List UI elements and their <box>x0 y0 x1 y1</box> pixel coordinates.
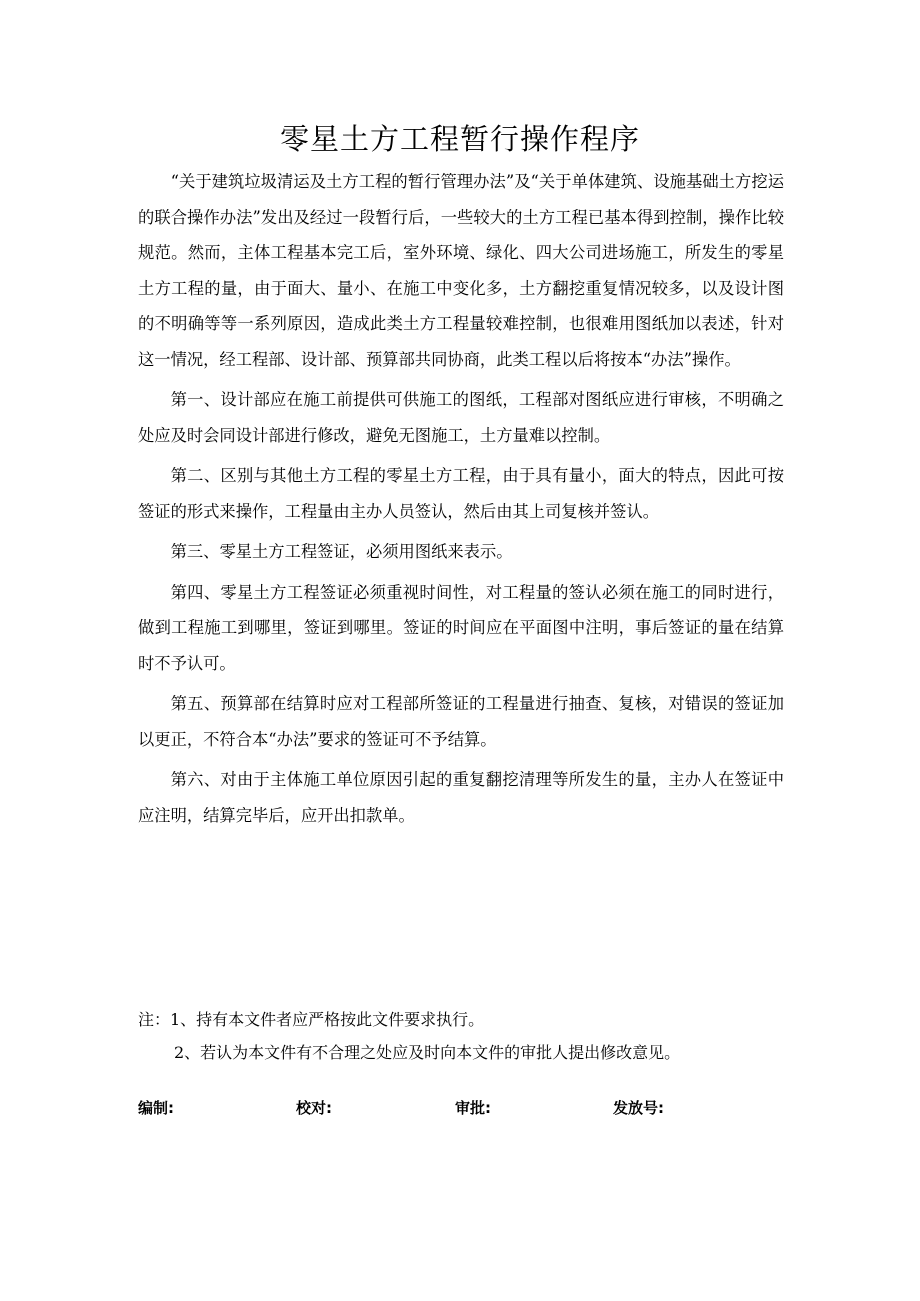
checked-by-label: 校对: <box>296 1099 332 1117</box>
intro-paragraph: “关于建筑垃圾清运及土方工程的暂行管理办法”及“关于单体建筑、设施基础土方挖运的联合操作办法”发出及经过一段暂行后，一些较大的土方工程已基本得到控制，操作比较规范。然而，主体工程基本完工后，室外环境、绿化、四大公司进场施工，所发生的零星土方工程的量，由于面大、量小、在施工中变化多，土方翻挖重复情况较多，以及设计图的不明确等等一系列原因，造成此类土方工程量较难控制，也很难用图纸加以表述，针对这一情况，经工程部、设计部、预算部共同协商，此类工程以后将按本“办法”操作。 <box>138 172 784 369</box>
clause-4-paragraph: 第四、零星土方工程签证必须重视时间性，对工程量的签认必须在施工的同时进行，做到工程施工到哪里，签证到哪里。签证的时间应在平面图中注明，事后签证的量在结算时不予认可。 <box>138 582 784 673</box>
clause-1-paragraph: 第一、设计部应在施工前提供可供施工的图纸，工程部对图纸应进行审核，不明确之处应及时会同设计部进行修改，避免无图施工，土方量难以控制。 <box>138 390 784 445</box>
notes-section <box>138 1003 784 1069</box>
document-body <box>138 164 784 838</box>
clause-3-paragraph: 第三、零星土方工程签证，必须用图纸来表示。 <box>170 542 513 561</box>
approved-by-label: 审批: <box>455 1099 491 1117</box>
document-title: 零星土方工程暂行操作程序 <box>279 122 640 156</box>
issue-number-label: 发放号: <box>613 1099 664 1117</box>
clause-5-paragraph: 第五、预算部在结算时应对工程部所签证的工程量进行抽查、复核，对错误的签证加以更正，不符合本“办法”要求的签证可不予结算。 <box>138 694 784 749</box>
clause-2-paragraph: 第二、区别与其他土方工程的零星土方工程，由于具有量小，面大的特点，因此可按签证的形式来操作，工程量由主办人员签认，然后由其上司复核并签认。 <box>138 466 784 521</box>
note-2: 2、若认为本文件有不合理之处应及时向本文件的审批人提出修改意见。 <box>174 1043 681 1062</box>
signature-row <box>0 1093 920 1123</box>
prepared-by-label: 编制: <box>138 1099 174 1117</box>
note-1: 注：1、持有本文件者应严格按此文件要求执行。 <box>138 1010 485 1029</box>
clause-6-paragraph: 第六、对由于主体施工单位原因引起的重复翻挖清理等所发生的量，主办人在签证中应注明，结算完毕后，应开出扣款单。 <box>138 770 784 825</box>
